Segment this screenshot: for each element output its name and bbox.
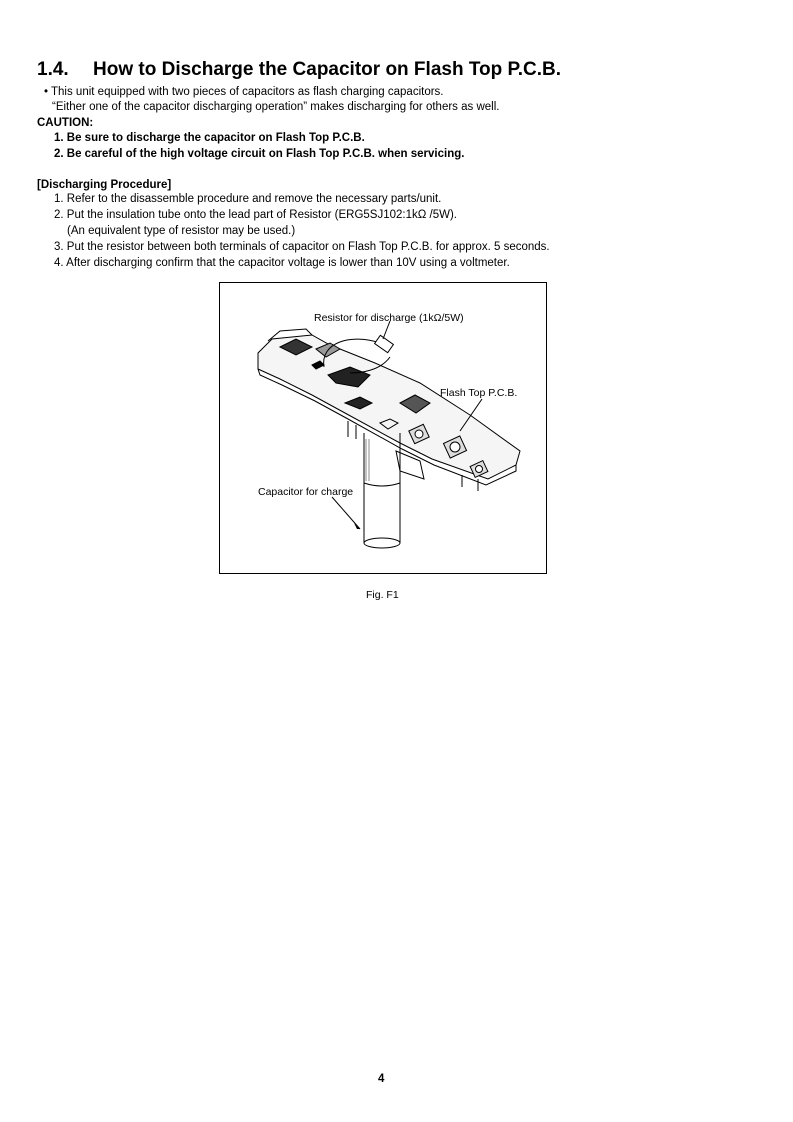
caution-heading: CAUTION: bbox=[37, 117, 94, 129]
figure-caption: Fig. F1 bbox=[366, 589, 399, 601]
caution-item-2: 2. Be careful of the high voltage circuit on Flash Top P.C.B. when servicing. bbox=[54, 148, 465, 160]
pcb-illustration bbox=[220, 283, 548, 575]
procedure-step-2-note: (An equivalent type of resistor may be used.) bbox=[67, 225, 296, 237]
procedure-step-4: 4. After discharging confirm that the capacitor voltage is lower than 10V using a voltmeter. bbox=[54, 257, 510, 269]
intro-line-2: “Either one of the capacitor discharging operation” makes discharging for others as well. bbox=[52, 101, 500, 113]
procedure-step-3: 3. Put the resistor between both terminals of capacitor on Flash Top P.C.B. for approx. 5 seconds. bbox=[54, 241, 550, 253]
section-heading bbox=[37, 59, 561, 81]
procedure-step-2: 2. Put the insulation tube onto the lead part of Resistor (ERG5SJ102:1kΩ /5W). bbox=[54, 209, 458, 221]
procedure-step-1: 1. Refer to the disassemble procedure and remove the necessary parts/unit. bbox=[54, 193, 442, 205]
section-title: How to Discharge the Capacitor on Flash Top P.C.B. bbox=[93, 59, 562, 80]
pcb-label: Flash Top P.C.B. bbox=[440, 387, 518, 399]
procedure-heading: [Discharging Procedure] bbox=[37, 179, 172, 191]
page-number: 4 bbox=[378, 1073, 385, 1085]
intro-line-1: • This unit equipped with two pieces of capacitors as flash charging capacitors. bbox=[44, 86, 444, 98]
section-number: 1.4. bbox=[37, 59, 69, 80]
resistor-label: Resistor for discharge (1kΩ/5W) bbox=[314, 312, 464, 324]
figure-f1 bbox=[219, 282, 547, 574]
caution-item-1: 1. Be sure to discharge the capacitor on Flash Top P.C.B. bbox=[54, 132, 365, 144]
capacitor-label: Capacitor for charge bbox=[258, 486, 354, 498]
